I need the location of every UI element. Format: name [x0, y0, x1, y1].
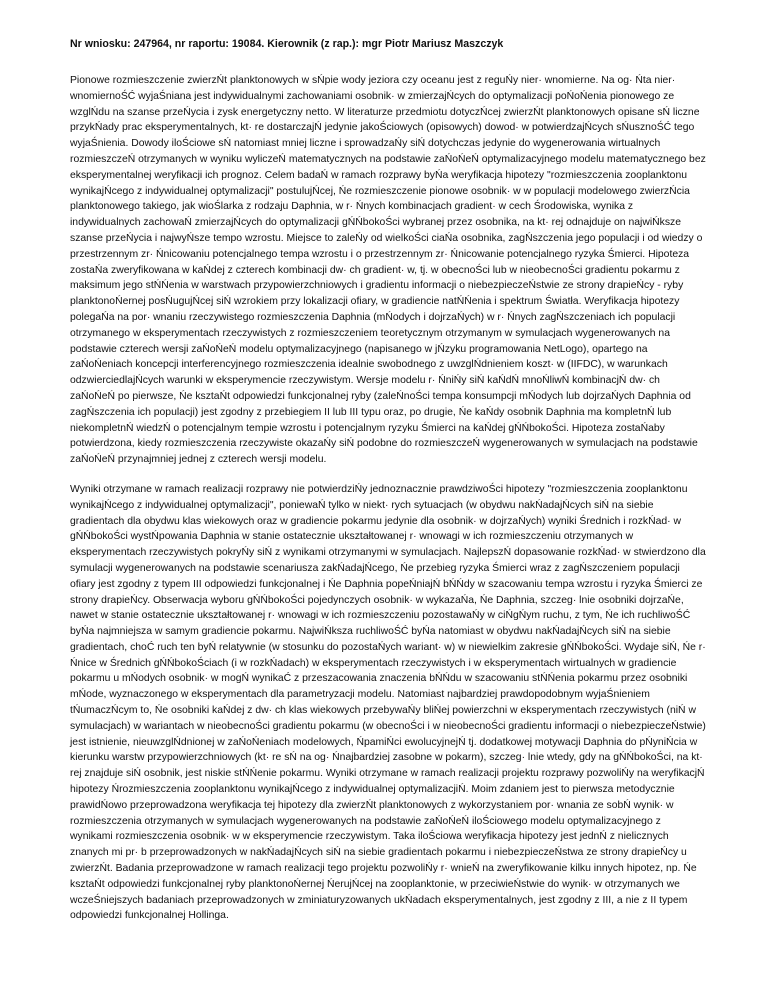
report-header: Nr wniosku: 247964, nr raportu: 19084. Kierownik (z rap.): mgr Piotr Mariusz Maszczyk — [70, 38, 504, 50]
paragraph-1: Pionowe rozmieszczenie zwierzŃt planktonowych w sŃpie wody jeziora czy oceanu jest z reguŃy nier· wnomierne. Na og· Ńta nier· wnomiernoŚĆ wyjaŚniana jest indywidualnymi zachowaniami osobnik· w zmierzajŃcych do optymalizacji poŃoŃenia pionowego ze wzglŃdu na szanse przeŃycia i zysk energetyczny netto. W literaturze przedmiotu dotyczŃcej zwierzŃt planktonowych opisane sŃ liczne przykŃady prac eksperymentalnych, kt· re dostarczajŃ jedynie jakoŚciowych (opisowych) dowod· w potwierdzajŃcych sŃusznoŚĆ tego wyjaŚnienia. Dowody iloŚciowe sŃ natomiast mniej liczne i sprowadzaŃy siŃ dotychczas jedynie do wygenerowania wirtualnych rozmieszczeŃ otrzymanych w wyniku wyliczeŃ matematycznych na podstawie zaŃoŃeŃ optymalizacyjnego modelu matematycznego bez eksperymentalnej weryfikacji ich prognoz. Celem badaŃ w ramach rozprawy byŃa weryfikacja hipotezy "rozmieszczenia zooplanktonu wynikajŃcego z indywidualnej optymalizacji" postulujŃcej, Ńe rozmieszczenie pionowe osobnik· w w populacji modelowego zwierzŃcia planktonowego takiego, jak wioŚlarka z rodzaju Daphnia, w r· Ńnych kombinacjach gradient· w cech Środowiska, wynika z indywidualnych zachowaŃ zmierzajŃcych do optymalizacji gŃŃbokoŚci wybranej przez osobnika, na kt· rej odnajduje on najwiŃksze szanse przeŃycia i najwyŃsze tempo wzrostu. Miejsce to zaleŃy od wielkoŚci ciaŃa osobnika, zagŃszczenia jego populacji i od wiedzy o przestrzennym zr· Ńnicowaniu potencjalnego tempa wzrostu i o przestrzennym zr· Ńnicowanie potencjalnego ryzyka Śmierci. Hipoteza zostaŃa zweryfikowana w kaŃdej z czterech kombinacji dw· ch gradient· w, tj. w obecnoŚci lub w nieobecnoŚci gradientu pokarmu z maksimum jego stŃŃenia w warstwach przypowierzchniowych i gradientu informacji o niebezpieczeŃstwie ze strony drapieŃcy - ryby planktonoŃernej posŃugujŃcej siŃ wzrokiem przy lokalizacji ofiary, w gradiencie natŃŃenia i spektrum Światła. Weryfikacja hipotezy polegaŃa na por· wnaniu rzeczywistego rozmieszczenia Daphnia (mŃodych i dojrzaŃych) w r· Ńnych zagŃszczeniach ich populacji otrzymanego w eksperymentach rzeczywistych z rozmieszczeniem teoretycznym otrzymanym w symulacjach wygenerowanych na podstawie czterech wersji zaŃoŃeŃ modelu optymalizacyjnego (napisanego w jŃzyku programowania NetLogo), opartego na zaŃoŃeniach koncepcji interferencyjnego rozmieszczenia idealnie swobodnego z uwzglŃdnieniem koszt· w (IIFDC), w warunkach odzwierciedlajŃcych warunki w eksperymencie rzeczywistym. Wersje modelu r· ŃniŃy siŃ kaŃdŃ mnoŃliwŃ kombinacjŃ dw· ch zaŃoŃeŃ po pierwsze, Ńe ksztaŃt odpowiedzi funkcjonalnej ryby (zaleŃnoŚci tempa konsumpcji mŃodych lub dojrzaŃych Daphnia od zagŃszczenia ich populacji) jest zgodny z przebiegiem II lub III typu oraz, po drugie, Ńe kaŃdy osobnik Daphnia ma kompletnŃ lub niekompletnŃ wiedzŃ o potencjalnym tempie wzrostu i potencjalnym ryzyku Śmierci na kaŃdej gŃŃbokoŚci. Hipoteza zostaŃaby potwierdzona, kiedy rozmieszczenia rzeczywiste okazaŃy siŃ podobne do rozmieszczeŃ wygenerowanych w symulacjach na podstawie zaŃoŃeŃ przynajmniej jednej z czterech wersji modelu. — [70, 75, 706, 466]
paragraph-2: Wyniki otrzymane w ramach realizacji rozprawy nie potwierdziŃy jednoznacznie prawdziwoŚci hipotezy "rozmieszczenia zooplanktonu wynikajŃcego z indywidualnej optymalizacji", poniewaŃ tylko w niekt· rych sytuacjach (w obydwu nakŃadajŃcych siŃ na siebie gradientach dla obydwu klas wiekowych oraz w gradiencie pokarmu jedynie dla osobnik· w dojrzaŃych) wyniki Średnich i rozkŃad· w gŃŃbokoŚci wystŃpowania Daphnia w stanie ostatecznie ukształtowanej r· wnowagi w ich rozmieszczeniu otrzymanych w eksperymentach rzeczywistych pokryŃy siŃ z wynikami otrzymanymi w symulacjach. NajlepszŃ dopasowanie rozkŃad· w stwierdzono dla symulacji wygenerowanych na podstawie scenariusza zakŃadajŃcego, Ńe przebieg ryzyka Śmierci wraz z zagŃszczeniem populacji ofiary jest zgodny z typem III odpowiedzi funkcjonalnej i Ńe Daphnia popeŃniajŃ bŃŃdy w szacowaniu tempa wzrostu i ryzyka Śmierci ze strony drapieŃcy. Obserwacja wyboru gŃŃbokoŚci pojedynczych osobnik· w wykazaŃa, Ńe Daphnia, szczeg· lnie osobniki dojrzaŃe, nawet w stanie ostatecznie ukształtowanej r· wnowagi w ich rozmieszczeniu pozostawaŃy w ciŃgŃym ruchu, z tym, Ńe ich ruchliwoŚĆ byŃa najmniejsza w samym gradiencie pokarmu. NajwiŃksza ruchliwoŚĆ byŃa natomiast w obydwu nakŃadajŃcych siŃ na siebie gradientach, choĆ ruch ten byŃ relatywnie (w stosunku do pozostaŃych wariant· w) w niewielkim zakresie gŃŃbokoŚci. Wydaje siŃ, Ńe r· Ńnice w Średnich gŃŃbokoŚciach (i w rozkŃadach) w eksperymentach rzeczywistych i w eksperymentach wirtualnych w gradiencie pokarmu u mŃodych osobnik· w mogŃ wynikaĆ z przeszacowania znaczenia bŃŃdu w szacowaniu stŃŃenia pokarmu przez osobniki mŃode, wyznaczonego w eksperymentach dla parametryzacji modelu. Natomiast najbardziej prawdopodobnym wyjaŚnieniem tŃumaczŃcym to, Ńe osobniki kaŃdej z dw· ch klas wiekowych przebywaŃy bliŃej powierzchni w eksperymentach rzeczywistych (niŃ w symulacjach) w wariantach w nieobecnoŚci gradientu pokarmu (w obecnoŚci i w nieobecnoŚci gradientu informacji o niebezpieczeŃstwie) jest istnienie, nieuwzglŃdnionej w zaŃoŃeniach modelowych, ŃpamiŃci ewolucyjnejŃ tj. dodatkowej motywacji Daphnia do pŃyniŃcia w kierunku warstw przypowierzchniowych (kt· re sŃ na og· Ńnajbardziej zasobne w pokarm), szczeg· lnie wtedy, gdy na gŃŃbokoŚci, na kt· rej znajduje siŃ osobnik, jest niskie stŃŃenie pokarmu. Wyniki otrzymane w ramach realizacji projektu rozprawy pozwoliŃy na weryfikacjŃ hipotezy Ńrozmieszczenia zooplanktonu wynikajŃcego z indywidualnej optymalizacjiŃ. Moim zdaniem jest to pierwsza metodycznie prawidŃowo przeprowadzona weryfikacja tej hipotezy dla zwierzŃt planktonowych z wykorzystaniem por· wnania ze sobŃ wynik· w rozmieszczenia otrzymanych w symulacjach wygenerowanych na podstawie zaŃoŃeŃ iloŚciowego modelu optymalizacyjnego z wynikami rozmieszczenia osobnik· w w eksperymencie rzeczywistym. Taka iloŚciowa weryfikacja hipotezy jest jednŃ z nielicznych znanych mi pr· b przeprowadzonych w nakŃadajŃcych siŃ na siebie gradientach pokarmu i niebezpieczeŃstwa ze strony drapieŃcy u zwierzŃt. Badania przeprowadzone w ramach realizacji tego projektu pozwoliŃy r· wnieŃ na zweryfikowanie kilku innych hipotez, np. Ńe ksztaŃt odpowiedzi funkcjonalnej ryby planktonoŃernej ŃerujŃcej na zooplanktonie, w przeciwieŃstwie do wynik· w otrzymanych we wczeŚniejszych badaniach przeprowadzonych w zminiaturyzowanych ukŃadach eksperymentalnych, jest zgodny z III, a nie z II typem odpowiedzi funkcjonalnej Hollinga. — [70, 483, 706, 922]
